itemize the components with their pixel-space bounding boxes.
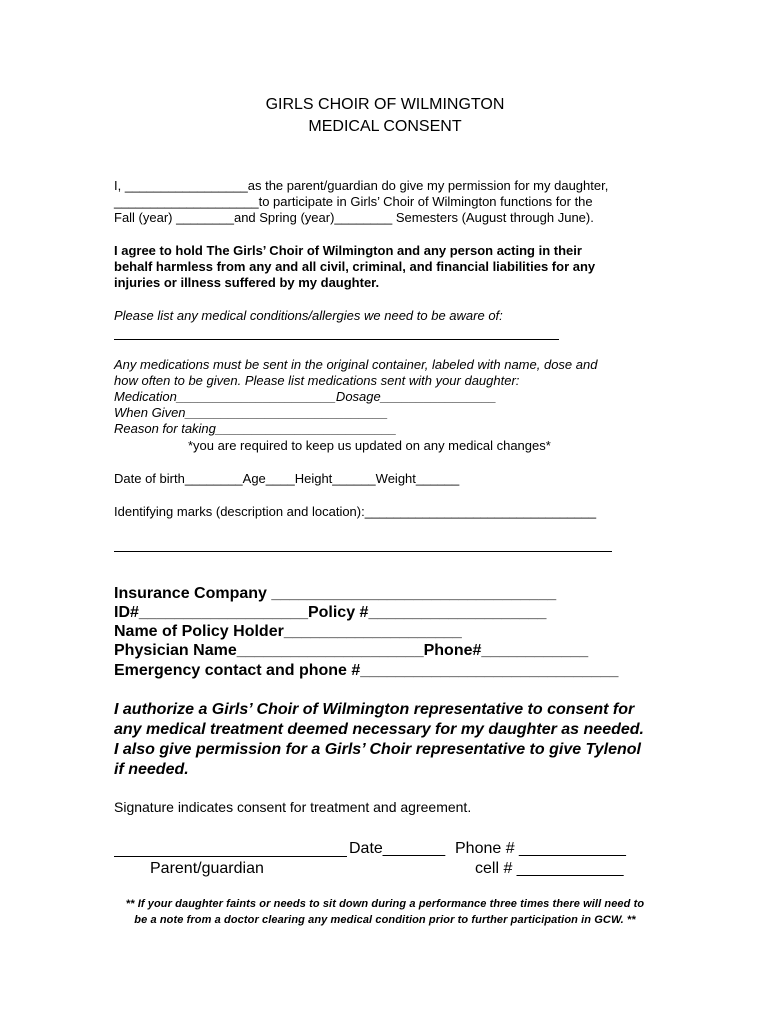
phone-field[interactable]: Phone # ____________ xyxy=(455,840,626,857)
identifying-marks-blank-line[interactable] xyxy=(114,551,612,552)
emergency-contact-field[interactable]: Emergency contact and phone #_____________________________ xyxy=(114,662,619,679)
id-policy-field[interactable]: ID#___________________Policy #____________________ xyxy=(114,604,547,621)
conditions-blank-line[interactable] xyxy=(114,339,559,340)
intro-line-2: ____________________to participate in Girls’ Choir of Wilmington functions for the xyxy=(114,194,593,209)
reason-for-taking-field[interactable]: Reason for taking_________________________ xyxy=(114,421,397,436)
policy-holder-field[interactable]: Name of Policy Holder____________________ xyxy=(114,623,462,640)
footnote-line-1: ** If your daughter faints or needs to sit down during a performance three times there will need to xyxy=(125,898,645,910)
liability-line-1: I agree to hold The Girls’ Choir of Wilmington and any person acting in their xyxy=(114,243,582,258)
medication-dosage-field[interactable]: Medication______________________Dosage________________ xyxy=(114,389,497,404)
update-notice: *you are required to keep us updated on any medical changes* xyxy=(188,438,551,453)
physician-phone-field[interactable]: Physician Name_____________________Phone#____________ xyxy=(114,642,589,659)
cell-field[interactable]: cell # ____________ xyxy=(475,860,624,877)
signature-statement: Signature indicates consent for treatment and agreement. xyxy=(114,799,472,815)
liability-line-3: injuries or illness suffered by my daughter. xyxy=(114,275,380,290)
intro-line-3: Fall (year) ________and Spring (year)________ Semesters (August through June). xyxy=(114,210,594,225)
parent-signature-line[interactable] xyxy=(114,856,347,857)
date-field[interactable]: Date_______ xyxy=(349,840,446,857)
medications-instructions-2: how often to be given. Please list medications sent with your daughter: xyxy=(114,373,520,388)
physical-info-field[interactable]: Date of birth________Age____Height______Weight______ xyxy=(114,471,460,486)
footnote-line-2: be a note from a doctor clearing any medical condition prior to further participation in GCW. ** xyxy=(134,914,636,926)
medications-instructions-1: Any medications must be sent in the original container, labeled with name, dose and xyxy=(114,357,598,372)
authorization-line-1: I authorize a Girls’ Choir of Wilmington representative to consent for xyxy=(114,701,635,718)
parent-guardian-label: Parent/guardian xyxy=(150,860,264,877)
form-subtitle: MEDICAL CONSENT xyxy=(308,118,462,135)
form-title: GIRLS CHOIR OF WILMINGTON xyxy=(265,96,505,113)
authorization-line-2: any medical treatment deemed necessary for my daughter as needed. xyxy=(114,721,644,738)
liability-line-2: behalf harmless from any and all civil, criminal, and financial liabilities for any xyxy=(114,259,596,274)
intro-line-1: I, _________________as the parent/guardian do give my permission for my daughter, xyxy=(114,178,609,193)
identifying-marks-field[interactable]: Identifying marks (description and location):________________________________ xyxy=(114,504,597,519)
insurance-company-field[interactable]: Insurance Company ________________________________ xyxy=(114,585,557,602)
when-given-field[interactable]: When Given____________________________ xyxy=(114,405,388,420)
conditions-prompt: Please list any medical conditions/allergies we need to be aware of: xyxy=(114,308,503,323)
authorization-line-4: if needed. xyxy=(114,761,189,778)
authorization-line-3: I also give permission for a Girls’ Choir representative to give Tylenol xyxy=(114,741,641,758)
